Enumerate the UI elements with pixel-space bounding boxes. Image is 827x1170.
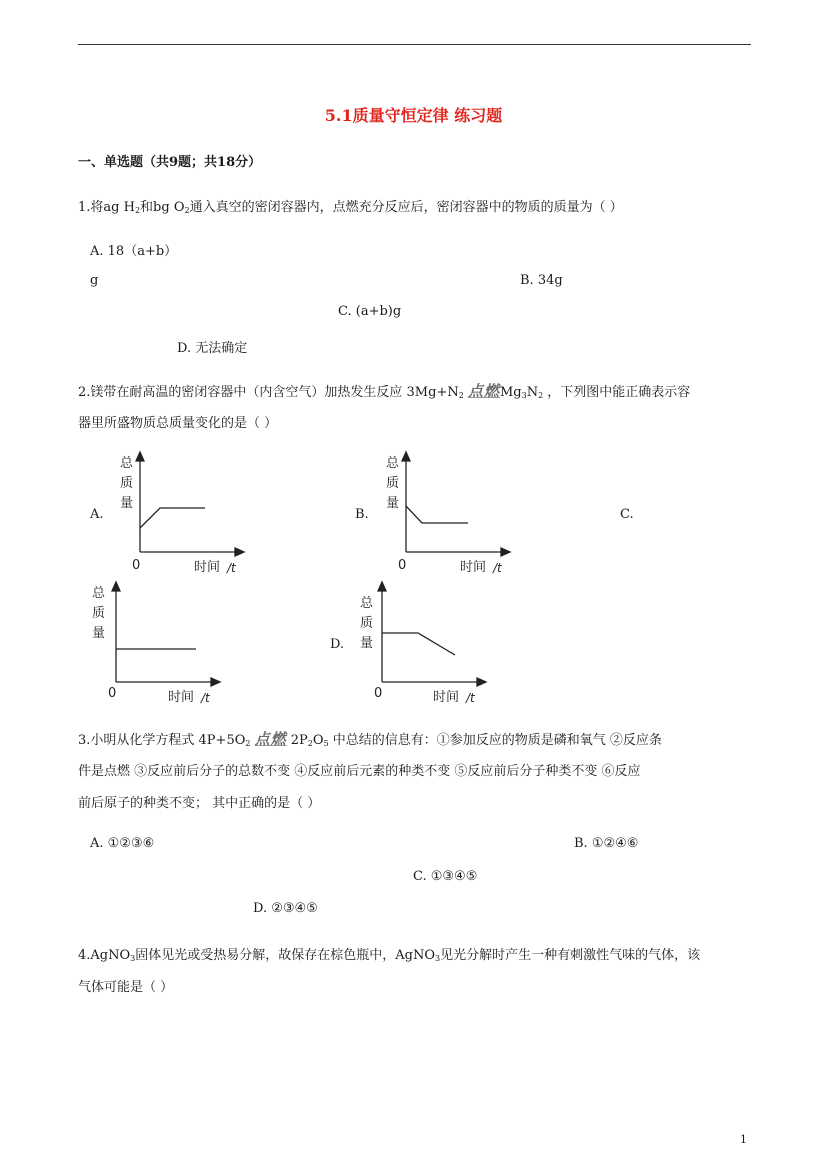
question-4-text-line-2: 气体可能是（ ） (78, 980, 174, 995)
origin-label: 0 (132, 558, 141, 573)
q2-option-d-label[interactable]: D. (330, 637, 345, 652)
y-axis-label-char: 量 (92, 626, 106, 641)
x-axis-label: 时间 (433, 690, 460, 705)
q2-option-c-label[interactable]: C. (620, 507, 634, 522)
question-3-text-line-3: 前后原子的种类不变； 其中正确的是（ ） (78, 796, 321, 811)
y-axis-label-char: 总 (92, 586, 106, 601)
question-3-text-line-2: 件是点燃 ③反应前后分子的总数不变 ④反应前后元素的种类不变 ⑤反应前后分子种类不变 ⑥反应 (78, 764, 641, 779)
x-axis-unit: /t (227, 561, 236, 575)
page-number: 1 (740, 1133, 747, 1146)
section-heading: 一、单选题（共9题；共18分） (78, 155, 262, 170)
q2-option-b-label[interactable]: B. (355, 507, 369, 522)
q1-option-c[interactable]: C. (a+b)g (338, 304, 402, 319)
q3-option-b[interactable]: B. ①②④⑥ (574, 836, 639, 851)
y-axis-label-char: 量 (120, 496, 134, 511)
x-axis-unit: /t (466, 691, 475, 705)
x-axis-unit: /t (493, 561, 502, 575)
q2-graph-b (374, 450, 524, 580)
y-axis-label-char: 总 (360, 596, 374, 611)
graph-b-mass-curve (406, 506, 468, 523)
question-1-text: 1.将ag $H_2$和bg $O_2$通入真空的密闭容器内，点燃充分反应后，密闭容器中的物质的质量为（ ） (78, 200, 623, 215)
q3-option-d[interactable]: D. ②③④⑤ (253, 901, 318, 916)
y-axis-label-char: 量 (360, 636, 374, 651)
q3-option-c[interactable]: C. ①③④⑤ (413, 869, 478, 884)
y-axis-label-char: 量 (386, 496, 400, 511)
graph-d-mass-curve (382, 633, 455, 655)
origin-label: 0 (374, 686, 383, 701)
x-axis-label: 时间 (194, 560, 221, 575)
q1-option-a-continued: g (90, 273, 99, 288)
q3-option-a[interactable]: A. ①②③⑥ (90, 836, 155, 851)
x-axis-label: 时间 (168, 690, 195, 705)
origin-label: 0 (108, 686, 117, 701)
y-axis-label-char: 质 (360, 616, 374, 631)
header-rule (78, 44, 751, 45)
q2-graph-a (108, 450, 258, 580)
q1-option-a[interactable]: A. 18（a+b） (90, 244, 178, 259)
q1-option-b[interactable]: B. 34g (520, 273, 563, 288)
q2-graph-d (350, 580, 500, 710)
graph-a-mass-curve (140, 508, 205, 528)
q2-option-a-label[interactable]: A. (90, 507, 104, 522)
question-3-text: 3.小明从化学方程式 $4P+5O_2$ 点燃 $2P_2O_5$ 中总结的信息有：①参加反应的物质是磷和氧气 ②反应条 (78, 730, 662, 748)
page-title: 5.1质量守恒定律 练习题 (324, 106, 503, 125)
x-axis-label: 时间 (460, 560, 487, 575)
q2-graph-c (84, 580, 234, 710)
origin-label: 0 (398, 558, 407, 573)
x-axis-unit: /t (201, 691, 210, 705)
y-axis-label-char: 质 (120, 476, 134, 491)
q1-option-d[interactable]: D. 无法确定 (177, 341, 248, 356)
y-axis-label-char: 总 (120, 456, 134, 471)
y-axis-label-char: 质 (92, 606, 106, 621)
y-axis-label-char: 总 (386, 456, 400, 471)
y-axis-label-char: 质 (386, 476, 400, 491)
question-2-text-line-2: 器里所盛物质总质量变化的是（ ） (78, 416, 278, 431)
question-4-text: 4.AgNO$_3$固体见光或受热易分解，故保存在棕色瓶中，AgNO$_3$见光分解时产生一种有刺激性气味的气体，该 (78, 948, 701, 963)
ignite-condition-label: 点燃 (254, 730, 287, 748)
ignite-condition-label: 点燃 (467, 382, 500, 400)
question-2-text: 2.镁带在耐高温的密闭容器中（内含空气）加热发生反应 $3Mg+N_2$ 点燃$Mg_3N_2$ ，下列图中能正确表示容 (78, 382, 691, 400)
